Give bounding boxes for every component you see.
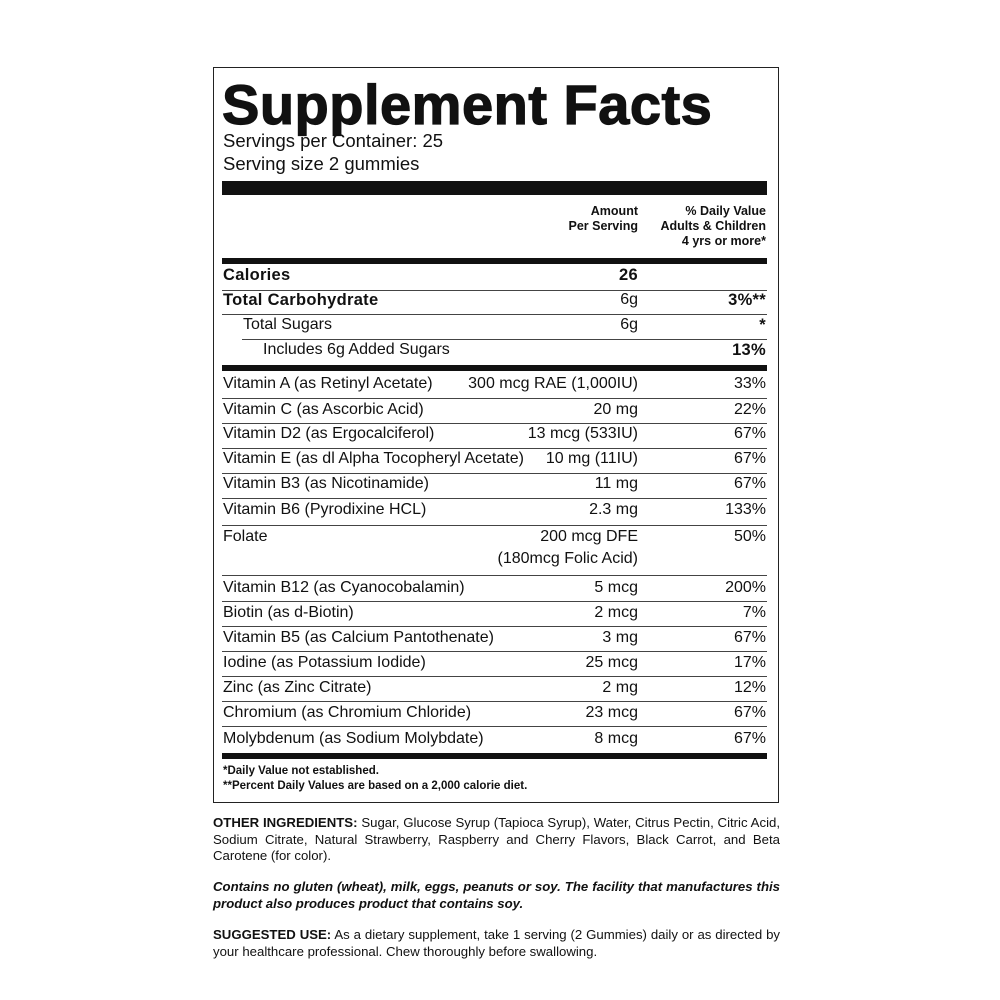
row-name: Vitamin D2 (as Ergocalciferol) [223, 425, 435, 442]
row-dv: 3%** [728, 291, 766, 309]
row-name: Vitamin A (as Retinyl Acetate) [223, 375, 433, 392]
row-name: Molybdenum (as Sodium Molybdate) [223, 730, 484, 747]
row-amount: 2 mg [602, 679, 638, 696]
row-amount: 26 [619, 266, 638, 284]
medium-divider [222, 365, 767, 371]
dv-header-line1: % Daily Value [685, 204, 766, 218]
footnote-daily-value: *Daily Value not established. [223, 765, 379, 777]
row-amount: 2.3 mg [589, 501, 638, 518]
other-ingredients [213, 815, 780, 865]
footnote-percent-daily: **Percent Daily Values are based on a 2,000 calorie diet. [223, 780, 528, 792]
row-divider [222, 423, 767, 424]
row-amount: 6g [620, 316, 638, 333]
row-divider [222, 651, 767, 652]
suggested-use [213, 927, 780, 960]
row-dv: 67% [733, 730, 766, 747]
row-divider [222, 575, 767, 576]
row-dv: 67% [733, 475, 766, 492]
row-name: Vitamin E (as dl Alpha Tocopheryl Acetate) [223, 450, 524, 467]
row-name: Calories [223, 266, 291, 284]
row-divider [222, 626, 767, 627]
other-ingredients-text: Sugar, Glucose Syrup (Tapioca Syrup), Water, Citrus Pectin, Citric Acid, Sodium Citrate, Natural Strawberry, Raspberry and Cherry Flavors, Black Carrot, and Beta Carotene (for color). [213, 815, 780, 863]
row-divider [222, 525, 767, 526]
row-dv: 12% [733, 679, 766, 696]
suggested-use-text: As a dietary supplement, take 1 serving (2 Gummies) daily or as directed by your healthcare professional. Chew thoroughly before swallowing. [213, 927, 780, 959]
row-dv: 200% [725, 579, 766, 596]
row-amount: 6g [620, 291, 638, 308]
row-dv: 50% [733, 528, 766, 545]
medium-divider [222, 258, 767, 264]
amount-header-line1: Amount [590, 204, 638, 218]
medium-divider [222, 753, 767, 759]
row-divider [222, 398, 767, 399]
row-dv: 17% [733, 654, 766, 671]
amount-header [569, 204, 638, 234]
dv-header-line3: 4 yrs or more* [681, 234, 766, 248]
row-name: Zinc (as Zinc Citrate) [223, 679, 372, 696]
row-name: Biotin (as d-Biotin) [223, 604, 354, 621]
other-ingredients-label: OTHER INGREDIENTS: [213, 815, 358, 830]
suggested-use-label: SUGGESTED USE: [213, 927, 332, 942]
row-amount: 8 mcg [594, 730, 638, 747]
row-dv: 7% [742, 604, 766, 621]
row-dv: 67% [733, 629, 766, 646]
row-name: Chromium (as Chromium Chloride) [223, 704, 472, 721]
row-name: Vitamin C (as Ascorbic Acid) [223, 401, 424, 418]
daily-value-header [660, 204, 766, 249]
row-dv: 67% [733, 425, 766, 442]
panel-title: Supplement Facts [222, 73, 713, 136]
row-name: Includes 6g Added Sugars [263, 341, 450, 358]
row-amount: 20 mg [593, 401, 638, 418]
row-divider [222, 473, 767, 474]
row-name: Total Carbohydrate [223, 291, 379, 309]
row-amount: 2 mcg [594, 604, 638, 621]
row-amount-secondary: (180mcg Folic Acid) [497, 550, 638, 567]
thick-divider [222, 181, 767, 195]
supplement-facts-panel [213, 67, 779, 803]
row-name: Vitamin B12 (as Cyanocobalamin) [223, 579, 465, 596]
row-dv: 22% [733, 401, 766, 418]
row-amount: 23 mcg [585, 704, 638, 721]
row-name: Total Sugars [243, 316, 332, 333]
allergen-statement [213, 879, 780, 912]
row-name: Folate [223, 528, 268, 545]
row-amount: 10 mg (11IU) [545, 450, 638, 467]
servings-per-container: Servings per Container: 25 [223, 130, 444, 151]
row-divider [222, 676, 767, 677]
row-amount: 5 mcg [594, 579, 638, 596]
row-divider [242, 339, 767, 340]
row-amount: 300 mcg RAE (1,000IU) [468, 375, 638, 392]
row-amount: 200 mcg DFE [540, 528, 638, 545]
row-amount: 25 mcg [585, 654, 638, 671]
row-name: Vitamin B6 (Pyrodixine HCL) [223, 501, 427, 518]
serving-size: Serving size 2 gummies [223, 153, 420, 174]
row-divider [222, 701, 767, 702]
row-name: Iodine (as Potassium Iodide) [223, 654, 426, 671]
row-dv: 67% [733, 450, 766, 467]
row-divider [222, 726, 767, 727]
dv-header-line2: Adults & Children [660, 219, 766, 233]
row-amount: 13 mcg (533IU) [527, 425, 638, 442]
row-dv: 133% [725, 501, 766, 518]
row-divider [222, 601, 767, 602]
row-divider [222, 314, 767, 315]
allergen-text: Contains no gluten (wheat), milk, eggs, peanuts or soy. The facility that manufactures this product also produces product that contains soy. [213, 879, 780, 911]
row-dv: * [759, 316, 766, 334]
row-name: Vitamin B5 (as Calcium Pantothenate) [223, 629, 494, 646]
row-amount: 3 mg [602, 629, 638, 646]
row-dv: 67% [733, 704, 766, 721]
row-amount: 11 mg [594, 475, 638, 492]
amount-header-line2: Per Serving [568, 219, 638, 233]
row-name: Vitamin B3 (as Nicotinamide) [223, 475, 430, 492]
row-divider [222, 448, 767, 449]
row-dv: 13% [732, 341, 766, 359]
row-dv: 33% [733, 375, 766, 392]
row-divider [222, 498, 767, 499]
